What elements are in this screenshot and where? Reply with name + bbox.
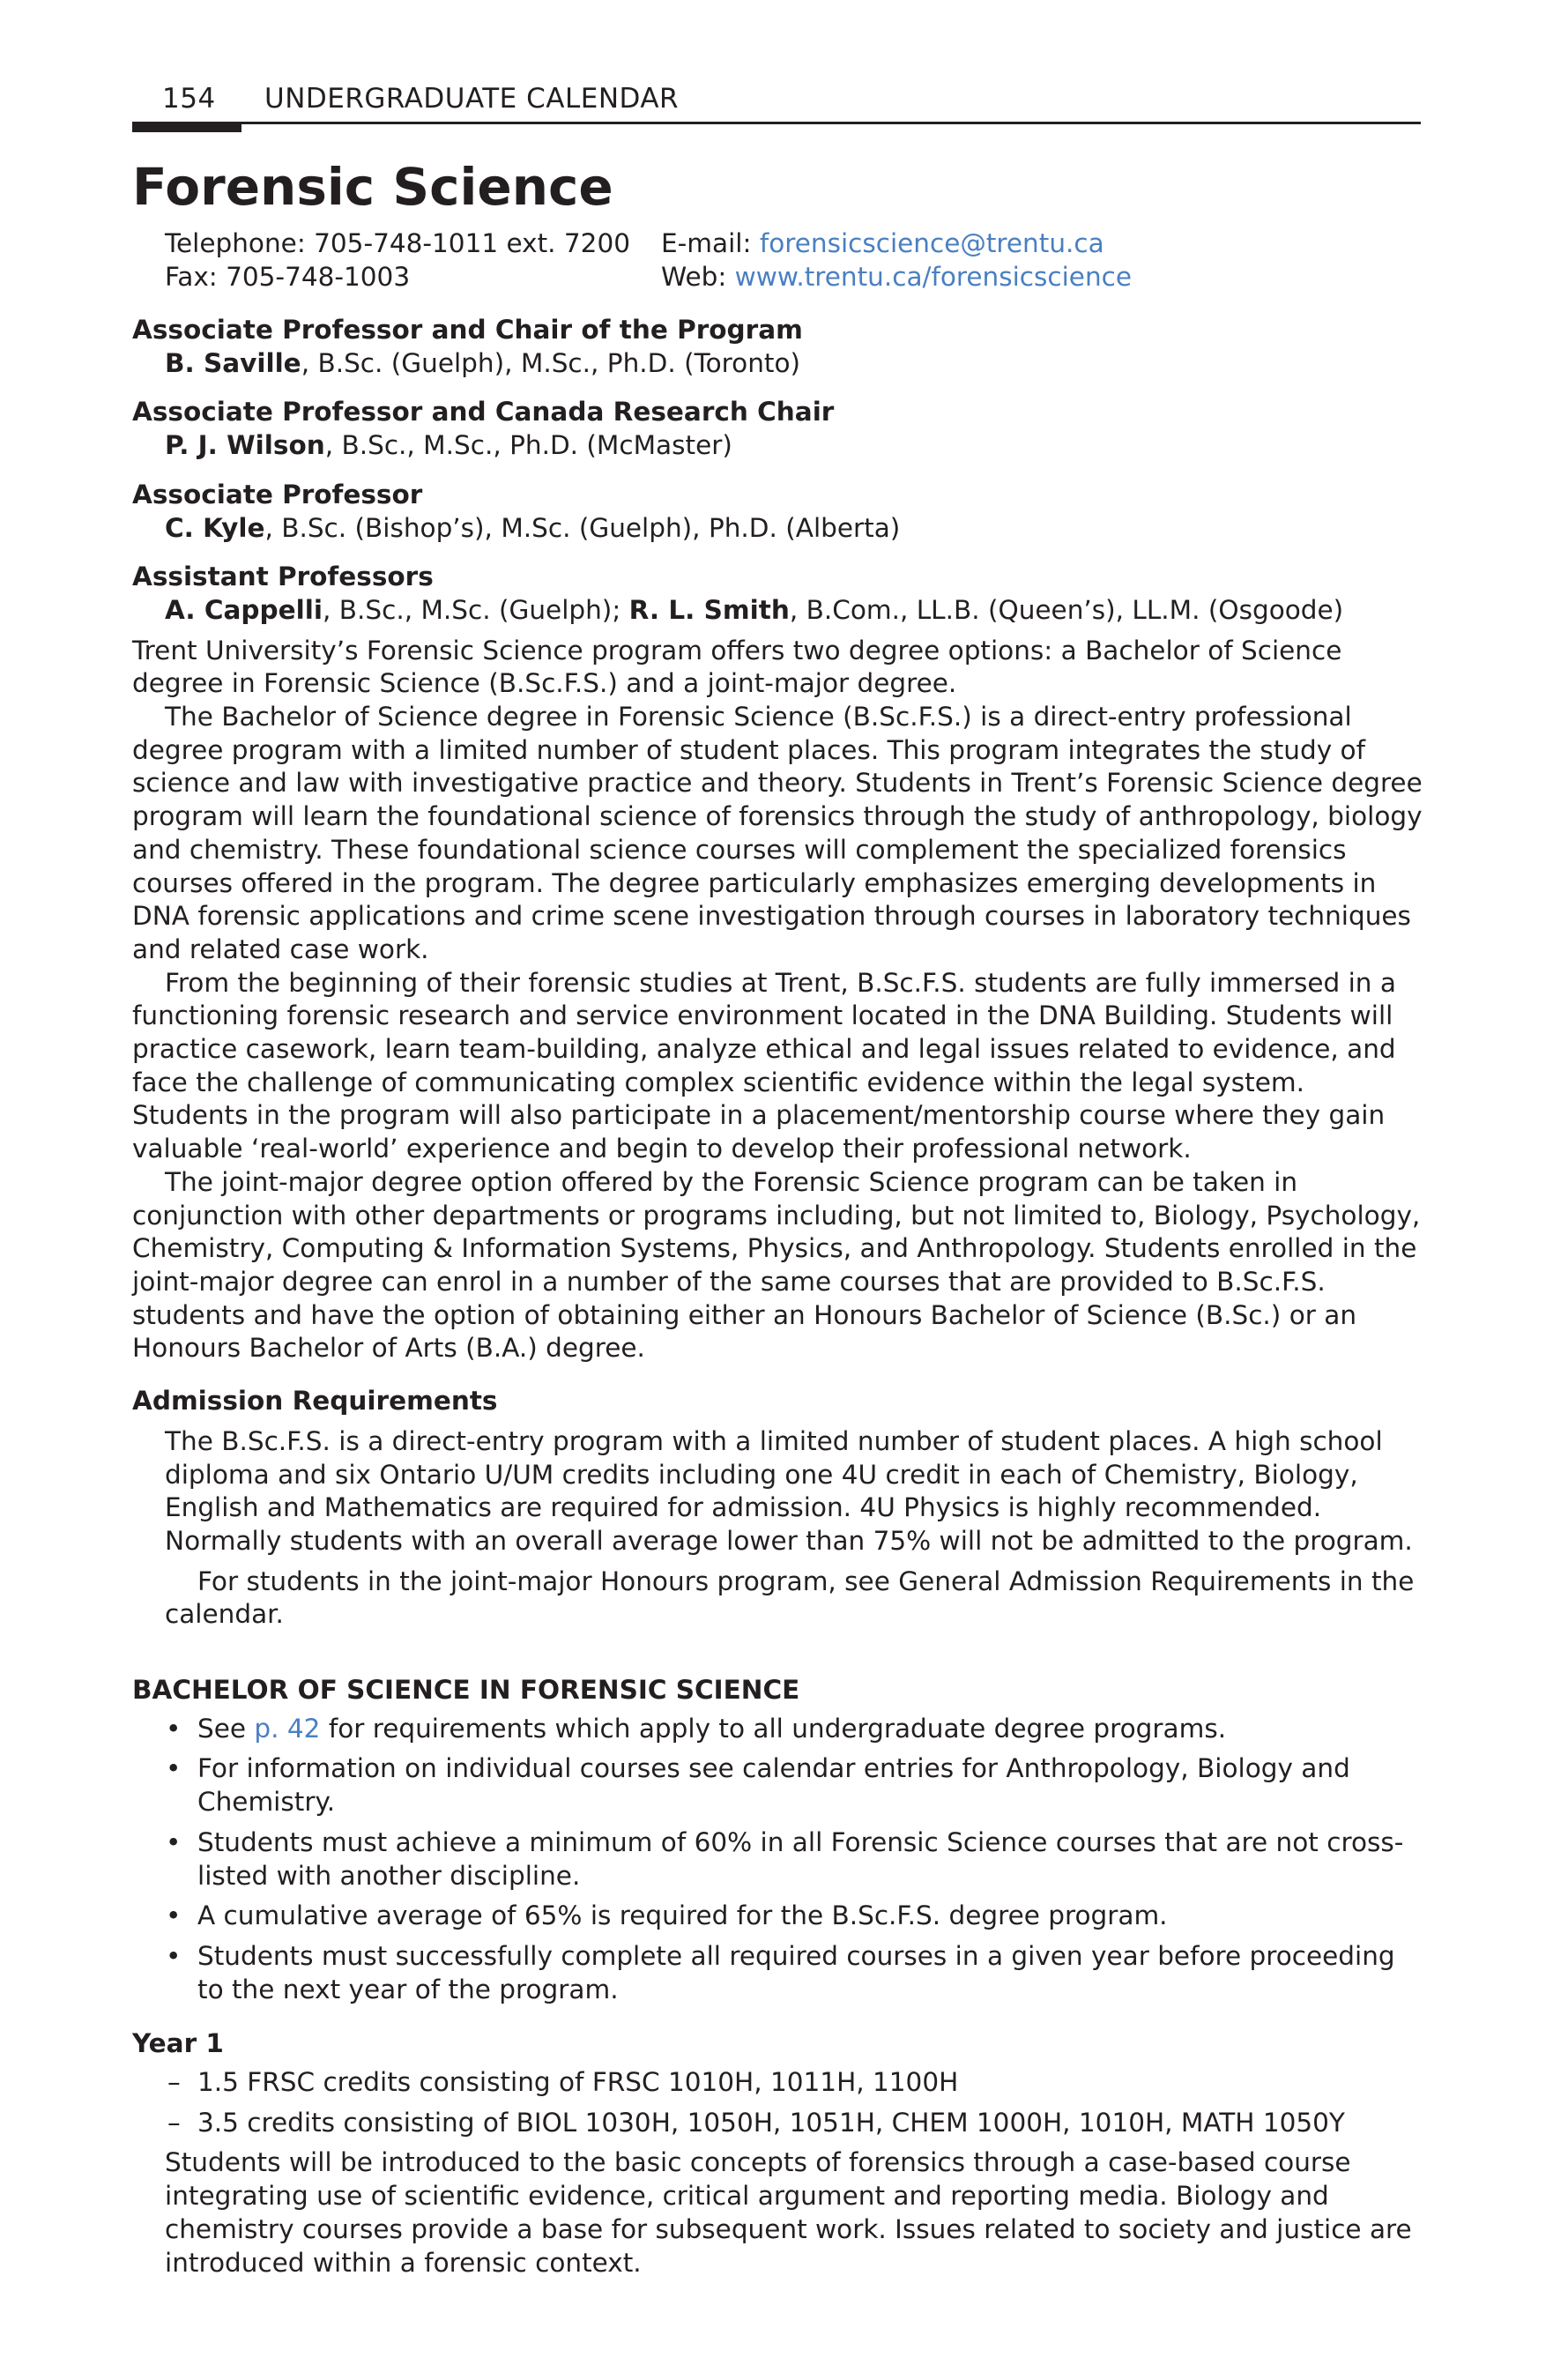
bullet-icon: • bbox=[166, 1900, 182, 1931]
degree-heading: BACHELOR OF SCIENCE IN FORENSIC SCIENCE bbox=[132, 1675, 800, 1706]
course-requirement: 1.5 FRSC credits consisting of FRSC 1010H, 1011H, 1100H bbox=[197, 2067, 959, 2098]
faculty-role: Associate Professor and Chair of the Program bbox=[132, 315, 803, 345]
header-rule bbox=[132, 122, 1421, 124]
admission-paragraph: The B.Sc.F.S. is a direct-entry program with a limited number of student places. A high school diploma and six Ontario U/UM credits including one 4U credit in each of Chemistry, Biology, English and Mathematics are required for admission. 4U Physics is highly recommended. Normally students with an overall average lower than 75% will not be admitted to the program. bbox=[165, 1425, 1413, 1556]
faculty-name: A. Cappelli bbox=[165, 594, 323, 625]
faculty-list bbox=[132, 314, 1426, 628]
page-number: 154 bbox=[162, 83, 216, 115]
web-line bbox=[661, 261, 1132, 294]
page-reference-link[interactable]: p. 42 bbox=[254, 1713, 321, 1744]
bullet-icon: • bbox=[166, 1713, 182, 1744]
year-course-list bbox=[132, 2066, 1426, 2139]
email-label: E-mail: bbox=[661, 228, 760, 258]
contact-block bbox=[165, 227, 1426, 298]
faculty-credentials: , B.Sc. (Guelph), M.Sc., Ph.D. (Toronto) bbox=[301, 347, 801, 378]
email-link[interactable]: forensicscience@trentu.ca bbox=[759, 228, 1104, 258]
faculty-role: Assistant Professors bbox=[132, 562, 434, 592]
body-paragraph: The joint-major degree option offered by the Forensic Science program can be taken in conjunction with other departments or programs including, but not limited to, Biology, Psychology, Chemistry, Computing & Information Systems, Physics, and Anthropology. Students enrolled in the joint-major degree can enrol in a number of the same courses that are provided to B.Sc.F.S. students and have the option of obtaining either an Honours Bachelor of Science (B.Sc.) or an Honours Bachelor of Arts (B.A.) degree. bbox=[132, 1166, 1421, 1364]
faculty-name: R. L. Smith bbox=[628, 594, 790, 625]
course-requirement: 3.5 credits consisting of BIOL 1030H, 1050H, 1051H, CHEM 1000H, 1010H, MATH 1050Y bbox=[197, 2107, 1345, 2138]
web-label: Web: bbox=[661, 261, 735, 292]
intro-paragraph: Trent University’s Forensic Science program offers two degree options: a Bachelor of Science degree in Forensic Science (B.Sc.F.S.) and a joint-major degree. bbox=[132, 635, 1342, 699]
year-description: Students will be introduced to the basic concepts of forensics through a case-based course integrating use of scientific evidence, critical argument and reporting media. Biology and chemistry courses provide a base for subsequent work. Issues related to society and justice are introduced within a forensic context. bbox=[165, 2147, 1412, 2278]
list-item bbox=[132, 2107, 1426, 2140]
faculty-member bbox=[165, 347, 1426, 381]
faculty-name: B. Saville bbox=[165, 347, 301, 378]
fax: Fax: 705-748-1003 bbox=[165, 261, 411, 292]
faculty-role: Associate Professor and Canada Research Chair bbox=[132, 397, 835, 428]
page-title: Forensic Science bbox=[132, 157, 613, 217]
admission-paragraph: For students in the joint-major Honours program, see General Admission Requirements in the calendar. bbox=[165, 1566, 1415, 1630]
faculty-credentials: , B.Sc. (Bishop’s), M.Sc. (Guelph), Ph.D. (Alberta) bbox=[264, 512, 901, 543]
dash-icon: – bbox=[167, 2107, 181, 2138]
email-line bbox=[661, 227, 1132, 261]
faculty-credentials: , B.Com., LL.B. (Queen’s), LL.M. (Osgoode) bbox=[789, 594, 1344, 625]
req-text: Students must achieve a minimum of 60% in all Forensic Science courses that are not cross-listed with another discipline. bbox=[197, 1826, 1404, 1891]
faculty-member bbox=[165, 594, 1426, 628]
admission-heading: Admission Requirements bbox=[132, 1386, 498, 1417]
contact-phone-fax bbox=[165, 227, 630, 294]
degree-requirements-list bbox=[132, 1713, 1426, 2007]
faculty-name: C. Kyle bbox=[165, 512, 265, 543]
faculty-credentials: , B.Sc., M.Sc., Ph.D. (McMaster) bbox=[324, 430, 732, 461]
req-text: Students must successfully complete all required courses in a given year before proceeding to the next year of the program. bbox=[197, 1940, 1395, 2004]
faculty-member bbox=[165, 512, 1426, 546]
faculty-name: P. J. Wilson bbox=[165, 430, 325, 461]
bullet-icon: • bbox=[166, 1753, 182, 1784]
web-link[interactable]: www.trentu.ca/forensicscience bbox=[734, 261, 1133, 292]
faculty-role: Associate Professor bbox=[132, 479, 423, 509]
dash-icon: – bbox=[167, 2067, 181, 2098]
header-rule-accent bbox=[132, 122, 241, 132]
bullet-icon: • bbox=[166, 1826, 182, 1857]
bullet-icon: • bbox=[166, 1940, 182, 1971]
page-body bbox=[132, 227, 1426, 2280]
list-item bbox=[132, 1752, 1426, 1818]
contact-email-web bbox=[661, 227, 1132, 294]
running-title: UNDERGRADUATE CALENDAR bbox=[264, 83, 680, 115]
faculty-member bbox=[165, 429, 1426, 463]
req-text: For information on individual courses see calendar entries for Anthropology, Biology and Chemistry. bbox=[197, 1753, 1350, 1818]
list-item bbox=[132, 1900, 1426, 1933]
body-paragraph: The Bachelor of Science degree in Forensic Science (B.Sc.F.S.) is a direct-entry professional degree program with a limited number of student places. This program integrates the study of science and law with investigative practice and theory. Students in Trent’s Forensic Science degree program will learn the foundational science of forensics through the study of anthropology, biology and chemistry. These foundational science courses will complement the specialized forensics courses offered in the program. The degree particularly emphasizes emerging developments in DNA forensic applications and crime scene investigation through courses in laboratory techniques and related case work. bbox=[132, 702, 1423, 964]
list-item bbox=[132, 1940, 1426, 2006]
req-text: A cumulative average of 65% is required for the B.Sc.F.S. degree program. bbox=[197, 1900, 1168, 1931]
list-item bbox=[132, 2066, 1426, 2100]
req-text: See bbox=[197, 1713, 255, 1744]
telephone: Telephone: 705-748-1011 ext. 7200 bbox=[165, 228, 630, 258]
program-description bbox=[132, 635, 1426, 1365]
year-heading: Year 1 bbox=[132, 2028, 224, 2059]
req-text: for requirements which apply to all undergraduate degree programs. bbox=[320, 1713, 1227, 1744]
list-item bbox=[132, 1713, 1426, 1746]
running-header bbox=[132, 83, 1421, 127]
faculty-credentials: , B.Sc., M.Sc. (Guelph); bbox=[323, 594, 629, 625]
body-paragraph: From the beginning of their forensic studies at Trent, B.Sc.F.S. students are fully immersed in a functioning forensic research and service environment located in the DNA Building. Students will practice casework, learn team-building, analyze ethical and legal issues related to evidence, and face the challenge of communicating complex scientific evidence within the legal system. Students in the program will also participate in a placement/mentorship course where they gain valuable ‘real-world’ experience and begin to develop their professional network. bbox=[132, 967, 1396, 1164]
list-item bbox=[132, 1826, 1426, 1893]
